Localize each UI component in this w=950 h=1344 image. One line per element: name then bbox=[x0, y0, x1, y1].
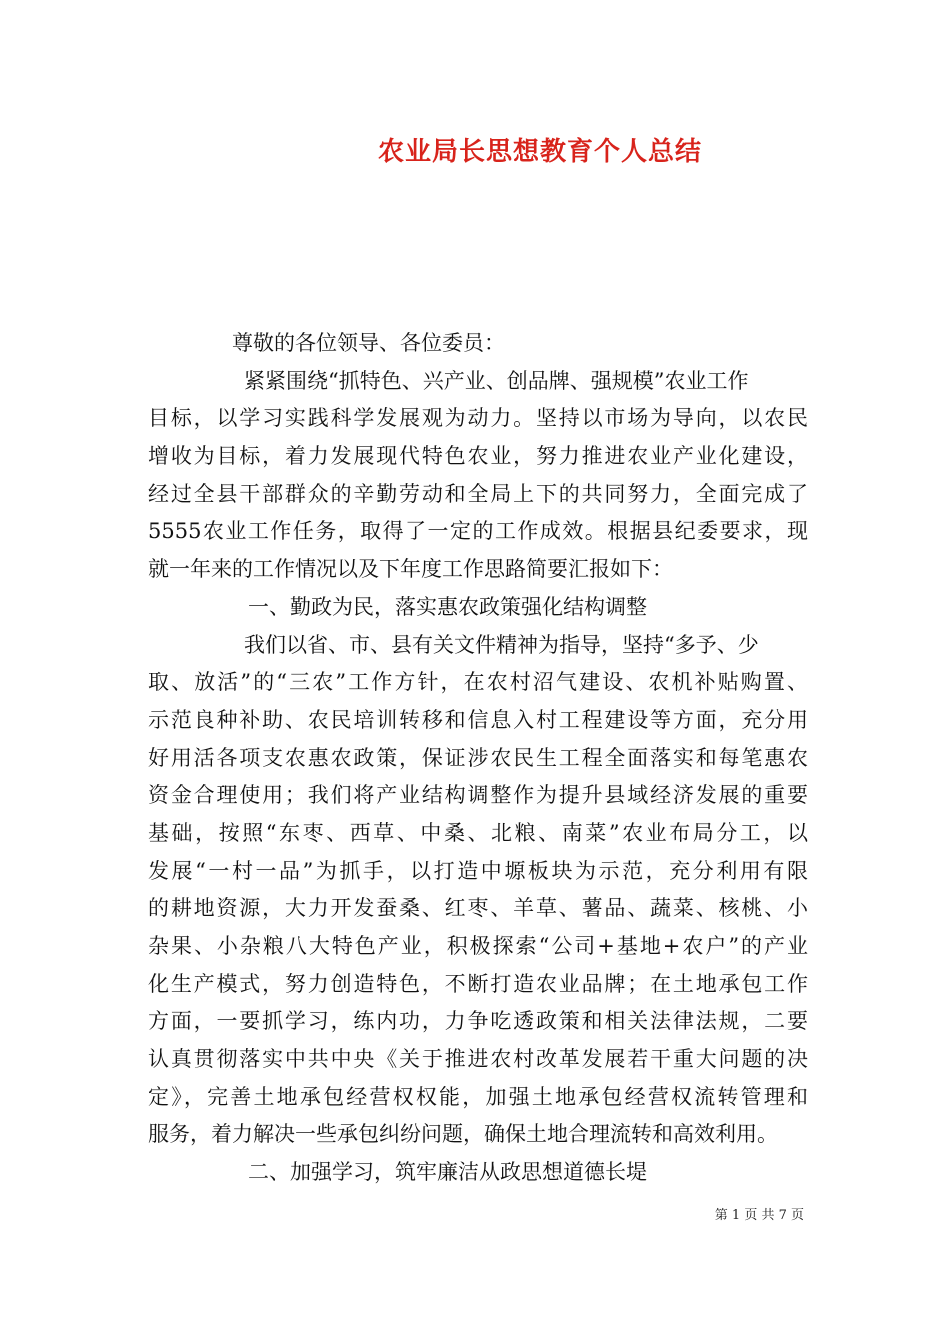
document-title: 农业局长思想教育个人总结 bbox=[377, 137, 702, 167]
page-number: 第 1 页 共 7 页 bbox=[714, 1208, 804, 1223]
paragraph-2-line: 的耕地资源，大力开发蚕桑、红枣、羊草、薯品、蔬菜、核桃、小 bbox=[148, 896, 808, 921]
paragraph-2-line: 资金合理使用；我们将产业结构调整作为提升县域经济发展的重要 bbox=[148, 783, 808, 808]
paragraph-2-line: 定》，完善土地承包经营权权能，加强土地承包经营权流转管理和 bbox=[148, 1084, 808, 1109]
paragraph-2-line: 我们以省、市、县有关文件精神为指导，坚持“多予、少 bbox=[244, 632, 759, 657]
paragraph-2-line: 好用活各项支农惠农政策，保证涉农民生工程全面落实和每笔惠农 bbox=[148, 745, 808, 770]
salutation: 尊敬的各位领导、各位委员： bbox=[232, 331, 505, 355]
paragraph-2-line: 杂果、小杂粮八大特色产业，积极探索“公司+基地+农户”的产业 bbox=[148, 934, 808, 958]
paragraph-2-line: 取、放活”的“三农”工作方针，在农村沼气建设、农机补贴购置、 bbox=[148, 670, 808, 695]
section-heading-2: 二、加强学习，筑牢廉洁从政思想道德长堤 bbox=[248, 1160, 647, 1185]
paragraph-2-line: 服务，着力解决一些承包纠纷问题，确保土地合理流转和高效利用。 bbox=[148, 1122, 778, 1147]
paragraph-1-line: 紧紧围绕“抓特色、兴产业、创品牌、强规模”农业工作 bbox=[244, 368, 749, 393]
paragraph-2-line: 方面，一要抓学习，练内功，力争吃透政策和相关法律法规，二要 bbox=[148, 1009, 808, 1034]
paragraph-2-line: 发展“一村一品”为抓手，以打造中塬板块为示范，充分利用有限 bbox=[148, 858, 808, 883]
paragraph-1-line: 就一年来的工作情况以及下年度工作思路简要汇报如下： bbox=[148, 557, 673, 582]
paragraph-1-line: 5555农业工作任务，取得了一定的工作成效。根据县纪委要求，现 bbox=[148, 519, 808, 544]
paragraph-2-line: 基础，按照“东枣、西草、中桑、北粮、南菜”农业布局分工，以 bbox=[148, 820, 808, 845]
document-body bbox=[148, 325, 808, 1192]
section-heading-1: 一、勤政为民，落实惠农政策强化结构调整 bbox=[248, 594, 647, 619]
paragraph-2-line: 认真贯彻落实中共中央《关于推进农村改革发展若干重大问题的决 bbox=[148, 1047, 808, 1072]
paragraph-2-line: 化生产模式，努力创造特色，不断打造农业品牌；在土地承包工作 bbox=[148, 971, 808, 996]
paragraph-1-line: 经过全县干部群众的辛勤劳动和全局上下的共同努力，全面完成了 bbox=[148, 481, 808, 506]
paragraph-1-line: 目标，以学习实践科学发展观为动力。坚持以市场为导向，以农民 bbox=[148, 406, 808, 431]
paragraph-1-line: 增收为目标，着力发展现代特色农业，努力推进农业产业化建设， bbox=[148, 444, 808, 469]
paragraph-2-line: 示范良种补助、农民培训转移和信息入村工程建设等方面，充分用 bbox=[148, 707, 808, 732]
